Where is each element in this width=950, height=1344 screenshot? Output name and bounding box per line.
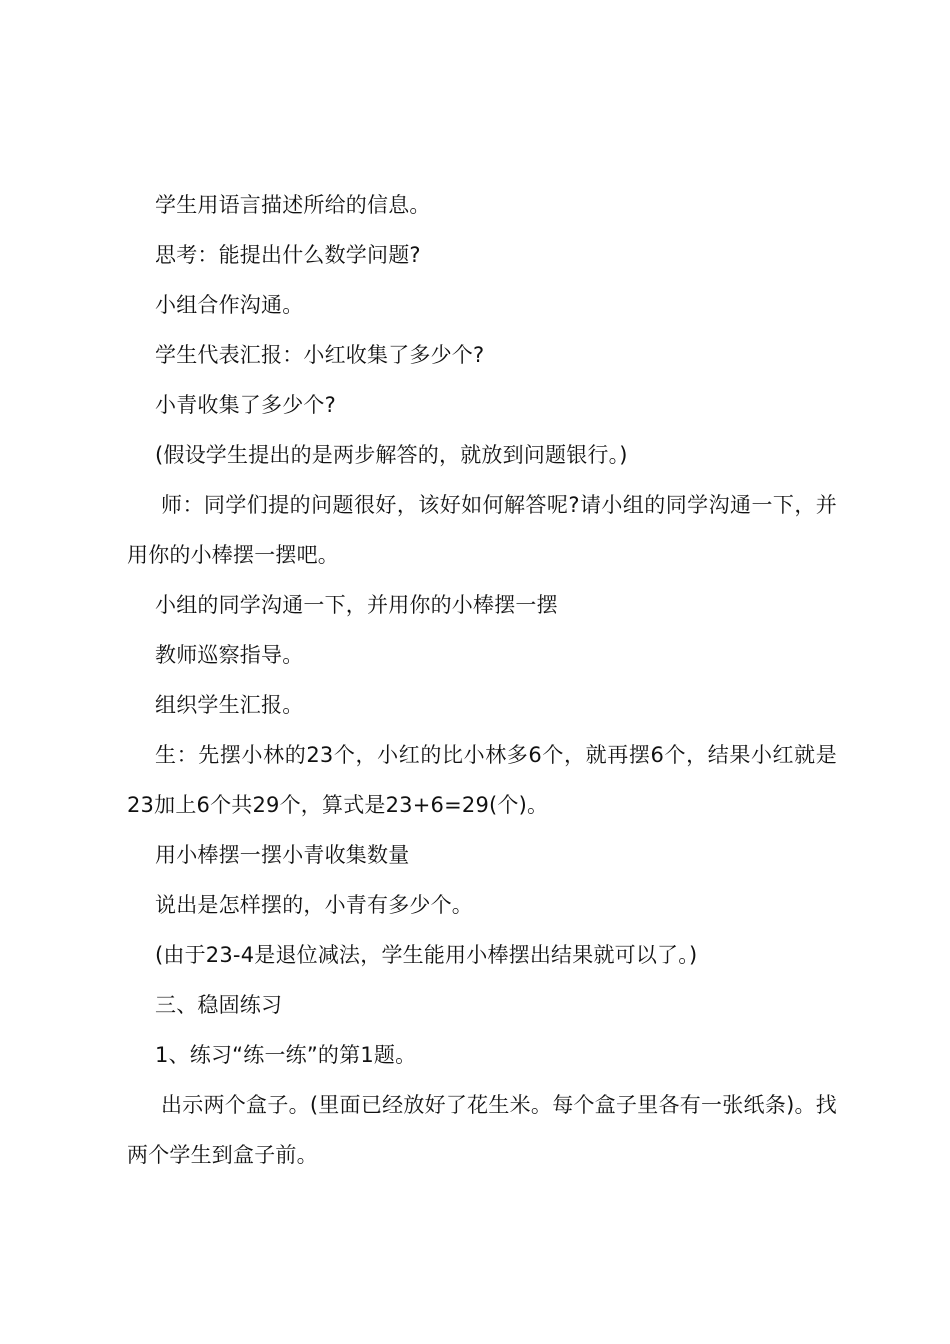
paragraph-2: 思考：能提出什么数学问题? bbox=[155, 243, 421, 267]
paragraph-4: 学生代表汇报：小红收集了多少个? bbox=[155, 343, 485, 367]
paragraph-6: (假设学生提出的是两步解答的，就放到问题银行。) bbox=[155, 443, 628, 467]
paragraph-8: 小组的同学沟通一下，并用你的小棒摆一摆 bbox=[155, 593, 558, 617]
paragraph-10: 组织学生汇报。 bbox=[155, 693, 304, 717]
paragraph-9: 教师巡察指导。 bbox=[155, 643, 304, 667]
paragraph-12: 用小棒摆一摆小青收集数量 bbox=[155, 843, 410, 867]
paragraph-5: 小青收集了多少个? bbox=[155, 393, 336, 417]
paragraph-15: 三、稳固练习 bbox=[155, 993, 283, 1017]
paragraph-1: 学生用语言描述所给的信息。 bbox=[155, 193, 431, 217]
paragraph-11: 生：先摆小林的23个，小红的比小林多6个，就再摆6个，结果小红就是23加上6个共29个，算式是23+6=29(个)。 bbox=[127, 743, 837, 817]
paragraph-17: 出示两个盒子。(里面已经放好了花生米。每个盒子里各有一张纸条)。找两个学生到盒子前。 bbox=[127, 1093, 837, 1167]
document-body bbox=[127, 180, 837, 1180]
paragraph-14: (由于23-4是退位减法，学生能用小棒摆出结果就可以了。) bbox=[155, 943, 698, 967]
paragraph-7: 师：同学们提的问题很好，该好如何解答呢?请小组的同学沟通一下，并用你的小棒摆一摆吧。 bbox=[127, 493, 837, 567]
paragraph-16: 1、练习“练一练”的第1题。 bbox=[155, 1043, 417, 1067]
paragraph-3: 小组合作沟通。 bbox=[155, 293, 304, 317]
paragraph-13: 说出是怎样摆的，小青有多少个。 bbox=[155, 893, 473, 917]
